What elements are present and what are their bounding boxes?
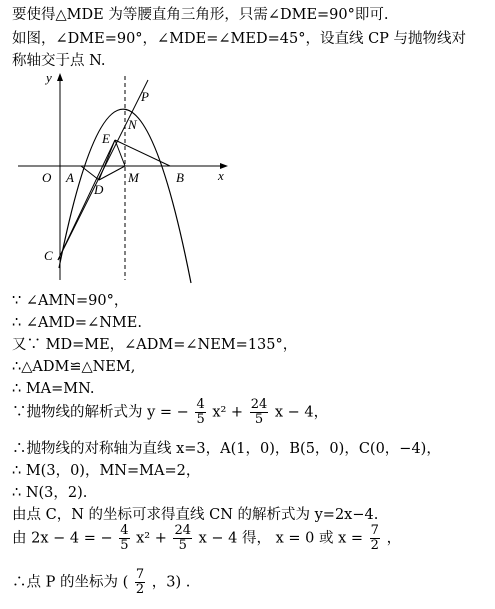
eq-mid: x² + bbox=[212, 404, 244, 421]
fraction-4-5: $\frac{4}{5}$ bbox=[196, 397, 205, 427]
solution-line-1: ∵ ∠AMN=90°， bbox=[12, 293, 129, 309]
fraction-4-5-b: $\frac{4}{5}$ bbox=[120, 523, 129, 553]
point-p-suffix: ，3) . bbox=[151, 574, 191, 591]
geometry-figure bbox=[18, 68, 238, 288]
solve-mid: x² + bbox=[136, 530, 167, 547]
solve-end: ， bbox=[386, 530, 402, 547]
line-ce bbox=[58, 140, 115, 260]
solution-line-7: ∴抛物线的对称轴为直线 x=3，A(1，0)，B(5，0)，C(0，−4)， bbox=[12, 441, 441, 457]
label-n: N bbox=[128, 117, 137, 132]
label-m: M bbox=[128, 170, 139, 185]
label-x: x bbox=[218, 168, 224, 183]
solve-equation-line bbox=[12, 524, 401, 553]
solution-line-10: 由点 C，N 的坐标可求得直线 CN 的解析式为 y=2x−4. bbox=[12, 507, 379, 523]
parabola-equation-line bbox=[12, 398, 328, 427]
solution-line-9: ∴ N(3，2). bbox=[12, 485, 88, 501]
label-c: C bbox=[44, 248, 53, 263]
fraction-24-5-b: $\frac{24}{5}$ bbox=[174, 523, 192, 553]
text-line-3: 称轴交于点 N. bbox=[12, 53, 106, 69]
solve-prefix: 由 2x − 4 = − bbox=[12, 530, 113, 547]
solution-line-2: ∴ ∠AMD=∠NME. bbox=[12, 315, 142, 331]
fraction-7-2: $\frac{7}{2}$ bbox=[370, 523, 379, 553]
fraction-24-5: $\frac{24}{5}$ bbox=[250, 397, 268, 427]
label-b: B bbox=[176, 170, 184, 185]
fraction-7-2-b: $\frac{7}{2}$ bbox=[135, 567, 145, 597]
solution-line-8: ∴ M(3，0)，MN=MA=2， bbox=[12, 463, 201, 479]
solution-line-4: ∴△ADM≌△NEM, bbox=[12, 359, 136, 375]
y-axis-arrow bbox=[57, 73, 63, 81]
label-a: A bbox=[66, 170, 74, 185]
segment-dm bbox=[99, 166, 125, 180]
point-p-line bbox=[12, 568, 190, 597]
label-d: D bbox=[94, 182, 104, 197]
eq-suffix: x − 4， bbox=[274, 404, 329, 421]
label-e: E bbox=[102, 131, 110, 146]
solution-line-3: 又∵ MD=ME，∠ADM=∠NEM=135°， bbox=[12, 337, 298, 353]
eq-prefix: ∵抛物线的解析式为 y = − bbox=[12, 404, 189, 421]
label-y: y bbox=[46, 70, 52, 85]
label-o: O bbox=[42, 170, 52, 185]
text-line-1: 要使得△MDE 为等腰直角三角形，只需∠DME=90°即可. bbox=[12, 7, 389, 23]
segment-de bbox=[99, 140, 115, 180]
text-line-2: 如图，∠DME=90°，∠MDE=∠MED=45°，设直线 CP 与抛物线对 bbox=[12, 31, 467, 47]
segment-ad bbox=[81, 166, 99, 180]
solution-line-5: ∴ MA=MN. bbox=[12, 381, 95, 397]
point-p-prefix: ∴点 P 的坐标为 ( bbox=[12, 574, 129, 591]
solve-result: x − 4 得， x = 0 或 x = bbox=[198, 530, 364, 547]
label-p: P bbox=[141, 89, 149, 104]
